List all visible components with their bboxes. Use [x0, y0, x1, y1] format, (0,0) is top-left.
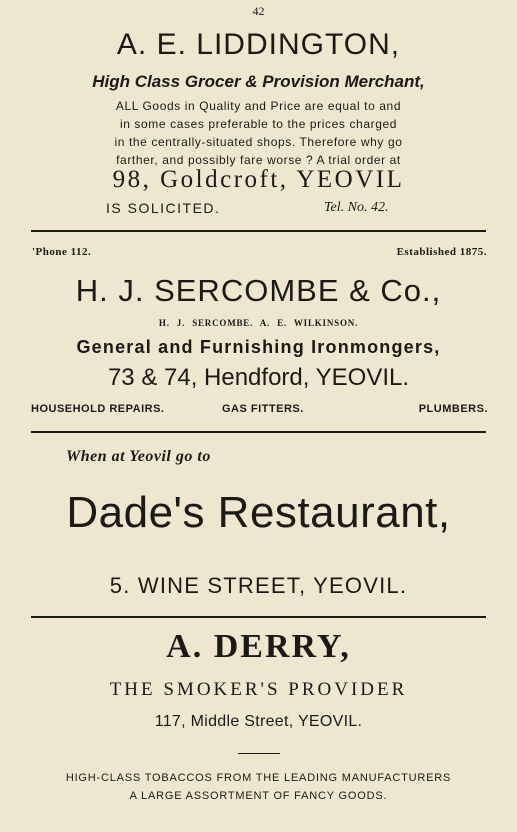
liddington-body-line: farther, and possibly fare worse ? A trial order at [116, 153, 401, 167]
divider [31, 230, 486, 232]
liddington-body [0, 97, 517, 169]
sercombe-service: PLUMBERS. [418, 403, 488, 415]
divider [31, 431, 486, 433]
sercombe-address: 73 & 74, Hendford, YEOVIL. [107, 364, 410, 391]
liddington-body-line: in the centrally-situated shops. Therefore why go [114, 135, 403, 149]
page-number: 42 [252, 4, 265, 18]
liddington-trade: High Class Grocer & Provision Merchant, [92, 72, 425, 91]
liddington-body-line: in some cases preferable to the prices charged [119, 117, 398, 131]
derry-tagline: THE SMOKER'S PROVIDER [109, 679, 408, 700]
liddington-body-line: ALL Goods in Quality and Price are equal to and [115, 99, 402, 113]
derry-address: 117, Middle Street, YEOVIL. [154, 713, 363, 730]
dades-name: Dade's Restaurant, [66, 488, 451, 537]
dades-intro: When at Yeovil go to [66, 448, 211, 465]
liddington-address: 98, Goldcroft, YEOVIL [112, 166, 405, 193]
sercombe-established: Established 1875. [396, 246, 487, 258]
sercombe-service: HOUSEHOLD REPAIRS. [31, 403, 165, 415]
sercombe-partners: H. J. SERCOMBE. A. E. WILKINSON. [158, 318, 359, 328]
liddington-tel: Tel. No. 42. [324, 200, 389, 215]
sercombe-trade: General and Furnishing Ironmongers, [76, 337, 441, 357]
liddington-solicited: IS SOLICITED. [106, 200, 221, 216]
derry-line: HIGH-CLASS TOBACCOS FROM THE LEADING MANUFACTURERS [65, 772, 452, 784]
sercombe-name: H. J. SERCOMBE & Co., [75, 273, 442, 308]
derry-line: A LARGE ASSORTMENT OF FANCY GOODS. [129, 790, 388, 802]
sercombe-service: GAS FITTERS. [222, 403, 304, 415]
short-rule [238, 753, 280, 754]
liddington-name: A. E. LIDDINGTON, [116, 28, 401, 61]
dades-address: 5. WINE STREET, YEOVIL. [109, 573, 408, 598]
derry-name: A. DERRY, [166, 628, 351, 665]
divider [31, 616, 486, 618]
sercombe-phone: 'Phone 112. [32, 246, 92, 258]
